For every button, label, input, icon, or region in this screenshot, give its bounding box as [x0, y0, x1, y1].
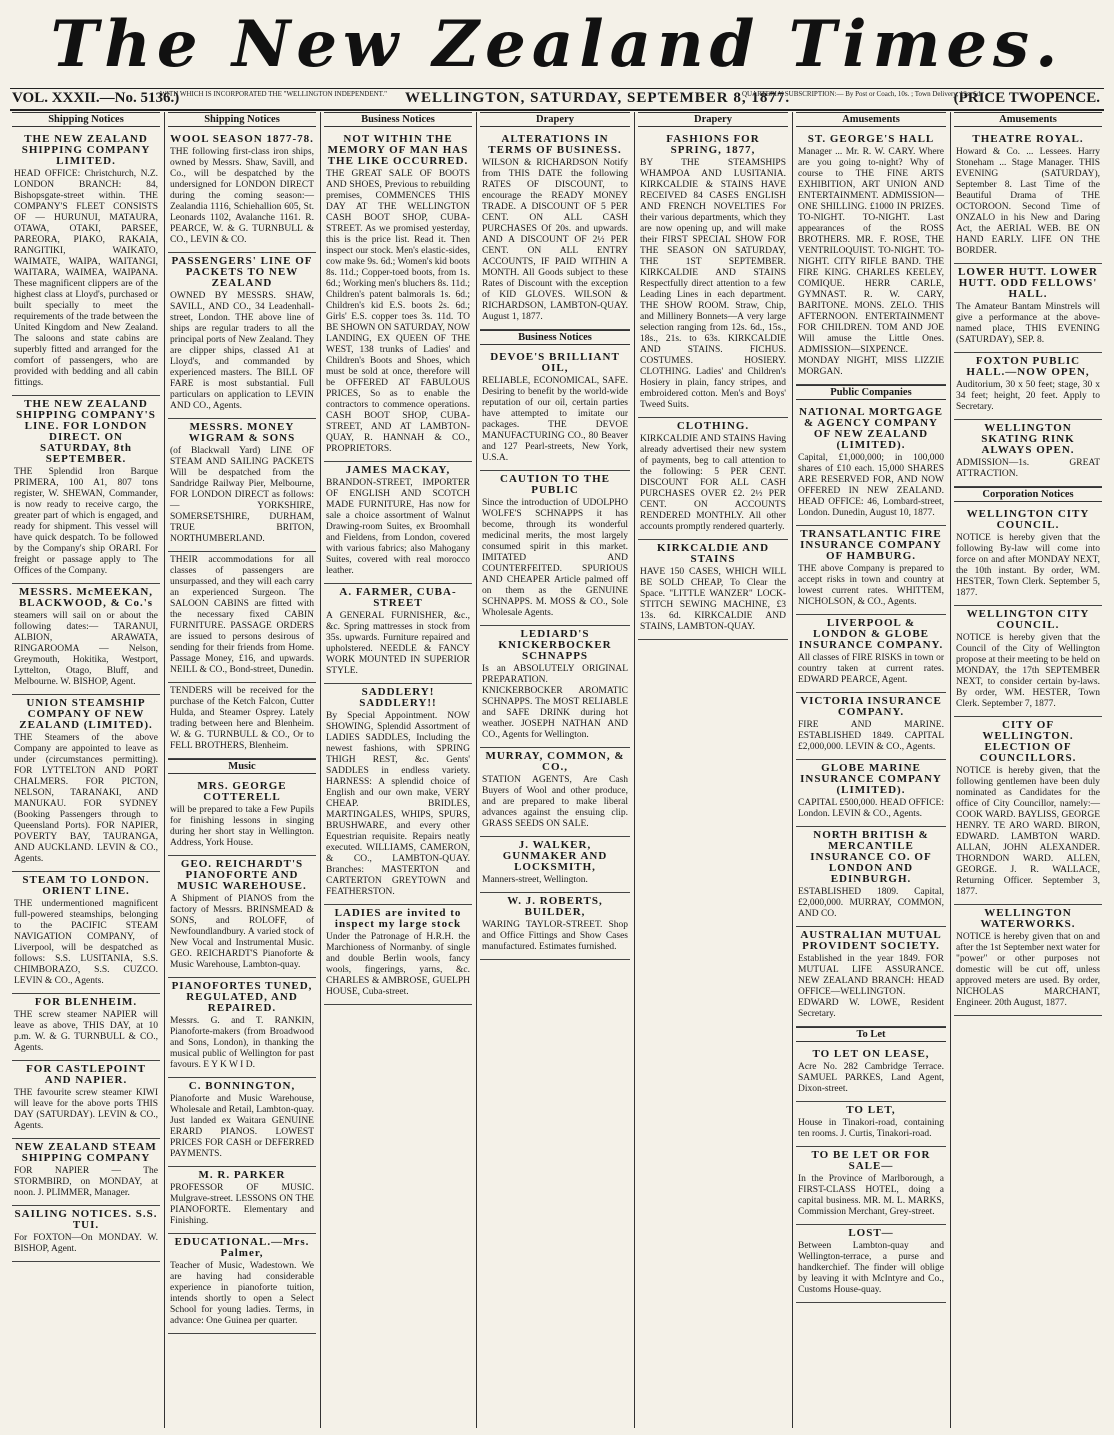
advertisement-title: JAMES MACKAY, [345, 464, 451, 476]
advertisement-body: KIRKCALDIE AND STAINS Having already advertised their new system of payments, beg to call attention to the following: 5 PER CENT. DISCOUNT FOR ALL CASH PURCHASES OVER £2. 2½ PER CENT. ON ACCOUNTS RENDERED MONTHLY. All other accounts promptly rendered quarterly. [640, 434, 786, 532]
advertisement-body: Acre No. 282 Cambridge Terrace. SAMUEL PARKES, Land Agent, Dixon-street. [798, 1062, 944, 1094]
advertisement-title: NATIONAL MORTGAGE & AGENCY COMPANY OF NEW ZEALAND (LIMITED). [799, 406, 943, 451]
advertisement-body: FIRE AND MARINE. ESTABLISHED 1849. CAPITAL £2,000,000. LEVIN & CO., Agents. [798, 720, 944, 752]
advertisement-body: WILSON & RICHARDSON Notify from THIS DATE the following RATES OF DISCOUNT, to encourage the READY MONEY TRADE. A DISCOUNT OF 5 PER CENT. ON ALL CASH PURCHASES Of 20s. and upwards. AND A DISCOUNT OF 2½ PER CENT. ON ALL ENTRY ACCOUNTS, IF PAID WITHIN A MONTH. All Goods subject to these Rates of Discount with the exception of KID GLOVES. WILSON & RICHARDSON, LAMBTON-QUAY. August 1, 1877. [482, 158, 628, 322]
advertisement-body: Is an ABSOLUTELY ORIGINAL PREPARATION. KNICKERBOCKER AROMATIC SCHNAPPS. The MOST RELIABLE and SAFE DRINK during hot weather. JOSEPH NATHAN AND CO., Agents for Wellington. [482, 664, 628, 740]
advertisement [168, 419, 316, 552]
advertisement-body: NOTICE is hereby given, that the following gentlemen have been duly nominated as Candidates for the office of City Councillor, namely:— COOK WARD. BAYLISS, GEORGE HENRY. TE ARO WARD. BIRON, EDWARD. LAMBTON WARD. ALLAN, JOHN ALEXANDER. THORNDON WARD. ALLEN, GEORGE. J. R. WALLACE, Returning Officer. September 3, 1877. [956, 766, 1100, 897]
advertisement [324, 462, 472, 584]
advertisement [954, 905, 1102, 1016]
advertisement-body: NOTICE is hereby given that the Council of the City of Wellington propose at their meeting to be held on MONDAY, the 17th SEPTEMBER NEXT, to consider certain by-laws. By order, WM. HESTER, Town Clerk. September 7, 1877. [956, 633, 1100, 709]
section-heading: To Let [796, 1027, 946, 1042]
dateline-bar [10, 88, 1104, 111]
advertisement-body: THE above Company is prepared to accept risks in town and country at lowest current rates. WHITTEM, NICHOLSON, & CO., Agents. [798, 564, 944, 607]
advertisement-body: OWNED BY MESSRS. SHAW, SAVILL, AND CO., 34 Leadenhall-street, London. THE above line of ships are regular traders to all the principal ports of New Zealand. They are clipper ships, classed A1 at Lloyd's, and commanded by experienced masters. The BILL OF FARE is most substantial. Full particulars on application to LEVIN AND CO., Agents. [170, 291, 314, 411]
advertisement-body: ADMISSION—1s. GREAT ATTRACTION. [956, 458, 1100, 479]
advertisement-title: WELLINGTON WATERWORKS. [980, 907, 1076, 930]
advertisement-body: NOTICE is hereby given that on and after the 1st September next water for "power" or other purposes not domestic will be cut off, unless approved meters are used. By order, NICHOLAS MARCHANT, Engineer. 20th August, 1877. [956, 932, 1100, 1008]
advertisement-body: A Shipment of PIANOS from the factory of Messrs. BRINSMEAD & SONS, and ROLOFF, of Newfoundlandbury. A varied stock of New Vocal and Instrumental Music. GEO. REICHARDT'S Pianoforte & Music Warehouse, Lambton-quay. [170, 894, 314, 970]
advertisement-title: PIANOFORTES TUNED, REGULATED, AND REPAIRED. [171, 980, 313, 1014]
advertisement-title: PASSENGERS' LINE OF PACKETS TO NEW ZEALAND [171, 255, 313, 289]
section-heading: Corporation Notices [954, 487, 1102, 502]
advertisement [480, 349, 630, 471]
advertisement [796, 404, 946, 526]
advertisement-body: Manager ... Mr. R. W. CARY. Where are you going to-night? Why of course to THE FINE ARTS EXHIBITION, ART UNION AND ENTERTAINMENT. ADMISSION—ONE SHILLING. £1000 IN PRIZES. TO-NIGHT. TO-NIGHT. Last appearances of the ROSS BROTHERS. MR. F. ROSE, THE VENTRILOQUIST. TO-NIGHT. TO-NIGHT. CITY RIFLE BAND. THE FIRE KING. CHARLES KEELEY, COMIQUE. HERR CARLE, GYMNAST. R. W. CARY, BARITONE. MONS. ZELO. THIS AFTERNOON. ENTERTAINMENT FOR CHILDREN. TOM AND JOE Will amuse the Little Ones. ADMISSION—SIXPENCE. MONDAY NIGHT, MISS LIZZIE MORGAN. [798, 147, 944, 377]
advertisement-title: C. BONNINGTON, [188, 1080, 296, 1092]
advertisement [638, 131, 788, 418]
advertisement [638, 418, 788, 540]
column-6-amusements-companies [796, 112, 946, 1428]
advertisement-body: BY THE STEAMSHIPS WHAMPOA AND LUSITANIA. KIRKCALDIE & STAINS HAVE RECEIVED 84 CASES ENGLISH AND FRENCH NOVELTIES For their various departments, which they are now opening up, and will make their FIRST SPECIAL SHOW FOR THE SEASON ON SATURDAY, THE 1ST SEPTEMBER. KIRKCALDIE AND STAINS Respectfully direct attention to a few Leading Lines in each department. THE SHOW ROOM. Straw, Chip, and Millinery Bonnets—A very large selection ranging from 12s. 6d., 15s., 18s., 21s. to 63s. KIRKCALDIE AND STAINS. FICHUS. COSTUMES. HOSIERY. CLOTHING. Ladies' and Children's Hosiery in plain, fancy stripes, and embroidered cotton. Men's and Boys' Tweed Suits. [640, 158, 786, 410]
section-heading: Drapery [480, 112, 630, 127]
advertisement-body: THE favourite screw steamer KIWI will leave for the above ports THIS DAY (SATURDAY). LEVIN & CO., Agents. [14, 1088, 158, 1131]
advertisement [796, 693, 946, 760]
advertisement-body: A GENERAL FURNISHER, &c., &c. Spring mattresses in stock from 35s. upwards. Furniture repaired and upholstered. NEEDLE & FANCY WORK MOUNTED IN SUPERIOR STYLE. [326, 611, 470, 676]
advertisement-body: THEIR accommodations for all classes of passengers are unsurpassed, and they will each carry an experienced Surgeon. The SALOON CABINS are fitted with the necessary fixed CABIN FURNITURE. PASSAGE ORDERS are issued to persons desirous of sending for their friends from Home. Passage Money, £16, and upwards. NEILL & CO., Bond-street, Dunedin. [170, 555, 314, 675]
advertisement [324, 584, 472, 684]
advertisement-body: Teacher of Music, Wadestown. We are having had considerable experience in pianoforte tuition, intends shortly to open a Select School for young ladies. Terms, in advance: One Guinea per quarter. [170, 1261, 314, 1326]
advertisement [480, 893, 630, 960]
advertisement [796, 927, 946, 1027]
advertisement-title: FOXTON PUBLIC HALL.—NOW OPEN, [966, 355, 1090, 378]
section-heading: Shipping Notices [12, 112, 160, 127]
advertisement [168, 856, 316, 978]
column-3-business [324, 112, 472, 1428]
advertisement-title: M. R. PARKER [198, 1169, 286, 1181]
advertisement-title: ST. GEORGE'S HALL [807, 133, 935, 145]
advertisement-title: AUSTRALIAN MUTUAL PROVIDENT SOCIETY. [800, 929, 942, 952]
advertisement [480, 837, 630, 893]
advertisement-title: MESSRS. McMEEKAN, BLACKWOOD, & Co.'s [18, 586, 154, 609]
advertisement-title: GEO. REICHARDT'S PIANOFORTE AND MUSIC WAREHOUSE. [177, 858, 307, 892]
advertisement-title: THE NEW ZEALAND SHIPPING COMPANY'S LINE. FOR LONDON DIRECT. ON SATURDAY, 8th SEPTEMBER. [16, 398, 156, 465]
advertisement [168, 978, 316, 1078]
advertisement [480, 748, 630, 837]
advertisement-title: WELLINGTON CITY COUNCIL. [966, 508, 1090, 531]
advertisement [168, 1234, 316, 1334]
advertisement-body: The Amateur Bantam Minstrels will give a performance at the above-named place, THIS EVENING (SATURDAY), SEP. 8. [956, 302, 1100, 345]
section-heading: Business Notices [324, 112, 472, 127]
advertisement [168, 131, 316, 253]
advertisement-title: J. WALKER, GUNMAKER AND LOCKSMITH, [502, 839, 608, 873]
dateline-date: WELLINGTON, SATURDAY, SEPTEMBER 8, 1877. [405, 90, 791, 106]
advertisement-title: WELLINGTON CITY COUNCIL. [966, 608, 1090, 631]
advertisement-body: THE Splendid Iron Barque PRIMERA, 100 A1, 807 tons register, W. SHEWAN, Commander, is now ready to receive cargo, the greater part of which is engaged, and ready for shipment. This vessel will have quick despatch. To be followed by the Company's ship ORARI. For freight or passage apply to The Offices of the Company. [14, 467, 158, 576]
advertisement-body: HAVE 150 CASES, WHICH WILL BE SOLD CHEAP, To Clear the Space. "LITTLE WANZER" LOCK-STITCH SEWING MACHINE, £3 13s. 6d. KIRKCALDIE AND STAINS, LAMBTON-QUAY. [640, 567, 786, 632]
advertisement [168, 683, 316, 759]
advertisement [12, 1206, 160, 1262]
advertisement-body: HEAD OFFICE: Christchurch, N.Z. LONDON BRANCH: 84, Bishopsgate-street within. THE COMPANY'S FLEET CONSISTS OF — HURUNUI, MATAURA, OTAWA, OTAKI, PARSEE, PAREORA, PIAKO, RAKAIA, RANGITIKI, WAIKATO, WAIMATE, WAIPA, WAITANGI, WAITARA, WAIMEA, WAIPANA. These magnificent clippers are of the highest class at Lloyd's, purchased or built specially to meet the requirements of the trade between the United Kingdom and New Zealand. The saloons and state cabins are superbly fitted and arranged for the comfort of passengers, who are provided with bedding and all cabin fittings. [14, 169, 158, 388]
advertisement-body: will be prepared to take a Few Pupils for finishing lessons in singing during her short stay in Wellington. Address, York House. [170, 805, 314, 848]
advertisement [12, 131, 160, 396]
advertisement-body: NOTICE is hereby given that the following By-law will come into force on and after MONDAY NEXT, the 10th instant. By order, WM. HESTER, Town Clerk. September 5, 1877. [956, 533, 1100, 598]
advertisement-body: Messrs. G. and T. RANKIN, Pianoforte-makers (from Broadwood and Sons, London), in thanking the musical public of Wellington for past favours. E Y K W I D. [170, 1016, 314, 1070]
advertisement-body: BRANDON-STREET, IMPORTER OF ENGLISH AND SCOTCH MADE FURNITURE, Has now for sale a choice assortment of Walnut Drawing-room Suites, ex Broomhall and Fieldens, from London, covered with various fabrics; also Mahogany Suites, covered with real morocco leather. [326, 478, 470, 576]
advertisement-title: KIRKCALDIE AND STAINS [656, 542, 770, 565]
advertisement [12, 1139, 160, 1206]
column-2-shipping-music [168, 112, 316, 1428]
advertisement-title: DEVOE'S BRILLIANT OIL, [490, 351, 620, 374]
advertisement-title: STEAM TO LONDON. ORIENT LINE. [22, 874, 150, 897]
advertisement [480, 471, 630, 626]
advertisement-title: MESSRS. MONEY WIGRAM & SONS [188, 421, 296, 444]
advertisement-body: Since the introduction of UDOLPHO WOLFE'S SCHNAPPS it has become, through its wonderful medicinal merits, the most largely consumed spirit in this market. IMITATED AND COUNTERFEITED. SPURIOUS AND CHEAPER Article palmed off on them as the GENUINE SCHNAPPS. M. MOSS & CO., Sole Wholesale Agents. [482, 498, 628, 618]
column-rule [634, 112, 635, 1428]
advertisement-title: CITY OF WELLINGTON. ELECTION OF COUNCILLORS. [979, 719, 1077, 764]
advertisement [954, 353, 1102, 420]
advertisement-title: CLOTHING. [676, 420, 750, 432]
masthead-title: The New Zealand Times. [50, 7, 1064, 82]
advertisement-body: THE undermentioned magnificent full-powered steamships, belonging to the PACIFIC STEAM NAVIGATION COMPANY, of Liverpool, will be despatched as follows: S.S. LUSITANIA, S.S. CHIMBORAZO, S.S. CUZCO. LEVIN & CO., Agents. [14, 899, 158, 986]
advertisement [12, 994, 160, 1061]
advertisement-title: GLOBE MARINE INSURANCE COMPANY (LIMITED). [800, 762, 942, 796]
advertisement-title: NEW ZEALAND STEAM SHIPPING COMPANY [15, 1141, 157, 1164]
advertisement-title: THEATRE ROYAL. [972, 133, 1084, 145]
advertisement-title: FOR CASTLEPOINT AND NAPIER. [26, 1063, 146, 1086]
advertisement [12, 1061, 160, 1139]
advertisement-body: steamers will sail on or about the following dates:— TARANUI, ALBION, ARAWATA, RINGAROOMA — Nelson, Greymouth, Hokitika, Westport, Lyttelton, Otago, Bluff, and Melbourne. W. BISHOP, Agent. [14, 611, 158, 687]
advertisement-title: SADDLERY! SADDLERY!! [359, 686, 437, 709]
advertisement-title: LOWER HUTT. LOWER HUTT. ODD FELLOWS' HALL. [958, 266, 1098, 300]
column-rule [320, 112, 321, 1428]
advertisement-body: THE Steamers of the above Company are appointed to leave as under (circumstances permitting). FOR LYTTELTON AND PORT CHALMERS. FOR PICTON, NELSON, TARANAKI, AND MANUKAU. FOR SYDNEY (Booking Passengers through to Queensland Ports). FOR NAPIER, POVERTY BAY, TAURANGA, AND AUCKLAND. LEVIN & CO., Agents. [14, 733, 158, 864]
advertisement [796, 1225, 946, 1303]
advertisement [954, 420, 1102, 487]
advertisement-body: Pianoforte and Music Warehouse, Wholesale and Retail, Lambton-quay. Just landed ex Waitara GENUINE ERARD PIANOS. LOWEST PRICES FOR CASH or DEFERRED PAYMENTS. [170, 1094, 314, 1159]
advertisement [12, 584, 160, 695]
advertisement-body: CAPITAL £500,000. HEAD OFFICE: London. LEVIN & CO., Agents. [798, 798, 944, 819]
advertisement-body: Manners-street, Wellington. [482, 875, 588, 885]
advertisement [796, 615, 946, 693]
section-heading: Shipping Notices [168, 112, 316, 127]
advertisement-title: LADIES are invited to inspect my large stock [334, 907, 462, 930]
advertisement-title: TO LET, [846, 1104, 896, 1116]
advertisement-title: WOOL SEASON 1877-78. [170, 133, 314, 145]
advertisement-body: In the Province of Marlborough, a FIRST-CLASS HOTEL, doing a capital business. MR. M. L. MARKS, Commission Merchant, Grey-street. [798, 1174, 944, 1217]
advertisement-title: THE NEW ZEALAND SHIPPING COMPANY LIMITED. [21, 133, 151, 167]
column-rule [476, 112, 477, 1428]
advertisement-body: Under the Patronage of H.R.H. the Marchioness of Normanby. of single and double Berlin wools, fancy wools, fingerings, yarns, &c. CHARLES & AMBROSE, GUELPH HOUSE, Cuba-street. [326, 932, 470, 997]
advertisement-body: Capital, £1,000,000; in 100,000 shares of £10 each. 15,000 SHARES ARE RESERVED FOR, AND NOW OFFERED IN NEW ZEALAND. HEAD OFFICE: 46, Lombard-street, London. Dunedin, August 10, 1877. [798, 453, 944, 518]
advertisement [168, 253, 316, 419]
advertisement-title: LOST— [848, 1227, 894, 1239]
advertisement [954, 264, 1102, 353]
advertisement [638, 540, 788, 640]
advertisement-body: Between Lambton-quay and Wellington-terrace, a purse and handkerchief. The finder will oblige by leaving it with McIntyre and Co., Customs House-quay. [798, 1241, 944, 1295]
advertisement-body: ESTABLISHED 1809. Capital, £2,000,000. MURRAY, COMMON, AND CO. [798, 887, 944, 919]
advertisement [12, 396, 160, 584]
column-1-shipping [12, 112, 160, 1428]
subscription-note: QUARTERLY SUBSCRIPTION:— By Post or Coach, 10s. ; Town Delivery, 12s. 6d. [742, 90, 982, 98]
advertisement-title: NORTH BRITISH & MERCANTILE INSURANCE CO. OF LONDON AND EDINBURGH. [810, 829, 932, 885]
advertisement-title: FOR BLENHEIM. [34, 996, 138, 1008]
advertisement-body: FOR NAPIER — The STORMBIRD, on MONDAY, at noon. J. PLIMMER, Manager. [14, 1166, 158, 1198]
advertisement-body: RELIABLE, ECONOMICAL, SAFE. Desiring to benefit by the world-wide reputation of our oil, certain parties have attempted to imitate our packages. THE DEVOE MANUFACTURING CO., 80 Beaver and 127 Pearl-streets, New York, U.S.A. [482, 376, 628, 463]
column-rule [792, 112, 793, 1428]
section-heading: Amusements [796, 112, 946, 127]
advertisement-title: MRS. GEORGE COTTERELL [197, 780, 287, 803]
advertisement-body: Established in the year 1849. FOR MUTUAL LIFE ASSURANCE. NEW ZEALAND BRANCH: HEAD OFFICE—WELLINGTON. EDWARD W. LOWE, Resident Secretary. [798, 954, 944, 1019]
advertisement [796, 760, 946, 827]
advertisement-title: W. J. ROBERTS, BUILDER, [507, 895, 603, 918]
advertisement [954, 506, 1102, 606]
advertisement-body: TENDERS will be received for the purchase of the Ketch Falcon, Cutter Hulda, and Steamer Osprey. Lately trading between here and Blenheim. W. & G. TURNBULL & CO., Or to FELL BROTHERS, Blenheim. [170, 686, 314, 751]
advertisement-title: TO LET ON LEASE, [812, 1048, 930, 1060]
column-7-amusements-corporation [954, 112, 1102, 1428]
section-heading: Music [168, 759, 316, 774]
advertisement [168, 1167, 316, 1234]
advertisement [954, 131, 1102, 264]
section-heading: Drapery [638, 112, 788, 127]
advertisement-title: VICTORIA INSURANCE COMPANY. [800, 695, 942, 718]
advertisement [796, 1046, 946, 1102]
column-4-drapery [480, 112, 630, 1428]
advertisement [12, 695, 160, 872]
advertisement-title: FASHIONS FOR SPRING, 1877, [666, 133, 760, 156]
column-5-drapery [638, 112, 788, 1428]
advertisement [168, 1078, 316, 1167]
advertisement-body: For FOXTON—On MONDAY. W. BISHOP, Agent. [14, 1233, 158, 1254]
advertisement [796, 131, 946, 385]
incorporated-note: WITH WHICH IS INCORPORATED THE "WELLINGTON INDEPENDENT." [160, 90, 388, 98]
advertisement-title: TO BE LET OR FOR SALE— [811, 1149, 931, 1172]
column-rule [164, 112, 165, 1428]
advertisement-title: LEDIARD'S KNICKERBOCKER SCHNAPPS [498, 628, 612, 662]
advertisement-body: All classes of FIRE RISKS in town or country taken at current rates. EDWARD PEARCE, Agent. [798, 653, 944, 685]
advertisement [796, 1102, 946, 1147]
section-heading: Public Companies [796, 385, 946, 400]
advertisement [796, 827, 946, 927]
advertisement [796, 526, 946, 615]
advertisement-title: WELLINGTON SKATING RINK ALWAYS OPEN. [981, 422, 1075, 456]
advertisement-title: TRANSATLANTIC FIRE INSURANCE COMPANY OF HAMBURG. [800, 528, 942, 562]
advertisement-body: THE following first-class iron ships, owned by Messrs. Shaw, Savill, and Co., will be despatched by the undersigned for LONDON DIRECT during the coming season:— Zealandia 1116, Schiehallion 605, St. Leonards 1102, Avalanche 1161. R. PEARCE, W. & G. TURNBULL & CO., LEVIN & CO. [170, 147, 314, 245]
section-heading: Amusements [954, 112, 1102, 127]
advertisement [168, 778, 316, 856]
advertisement [168, 552, 316, 683]
advertisement-body: THE screw steamer NAPIER will leave as above, THIS DAY, at 10 p.m. W. & G. TURNBULL & CO., Agents. [14, 1010, 158, 1053]
advertisement [796, 1147, 946, 1225]
advertisement-body: (of Blackwall Yard) LINE OF STEAM AND SAILING PACKETS Will be despatched from the Sandridge Railway Pier, Melbourne, FOR LONDON DIRECT as follows:— YORKSHIRE, SOMERSETSHIRE, DURHAM, TRUE BRITON, NORTHUMBERLAND. [170, 446, 314, 544]
advertisement-body: Howard & Co. ... Lessees. Harry Stoneham ... Stage Manager. THIS EVENING (SATURDAY), September 8. Last Time of the Beautiful Drama of THE OCTOROON. Second Time of ONZALO in his New and Daring Act, the AERIAL WEB. BE ON HAND EARLY. LIFE ON THE BORDER. [956, 147, 1100, 256]
advertisement [324, 905, 472, 1005]
advertisement-title: UNION STEAMSHIP COMPANY OF NEW ZEALAND (LIMITED). [19, 697, 153, 731]
advertisement-body: STATION AGENTS, Are Cash Buyers of Wool and other produce, and are prepared to make liberal advances against the ensuing clip. GRASS SEEDS ON SALE. [482, 775, 628, 829]
advertisement [12, 872, 160, 994]
advertisement-body: WARING TAYLOR-STREET. Shop and Office Fittings and Show Cases manufactured. Estimates furnished. [482, 920, 628, 952]
column-rule [950, 112, 951, 1428]
volume-number: VOL. XXXII.—No. 5136.) [12, 90, 180, 106]
section-heading: Business Notices [480, 330, 630, 345]
price: (PRICE TWOPENCE. [953, 90, 1100, 106]
advertisement-title: LIVERPOOL & LONDON & GLOBE INSURANCE COMPANY. [798, 617, 944, 651]
advertisement [480, 626, 630, 748]
advertisement [324, 131, 472, 462]
advertisement-title: MURRAY, COMMON, & CO., [485, 750, 625, 773]
advertisement [324, 684, 472, 905]
advertisement-body: Auditorium, 30 x 50 feet; stage, 30 x 34 feet; height, 20 feet. Apply to Secretary. [956, 380, 1100, 412]
advertisement-title: NOT WITHIN THE MEMORY OF MAN HAS THE LIKE OCCURRED. [327, 133, 469, 167]
advertisement-title: EDUCATIONAL.—Mrs. Palmer, [174, 1236, 310, 1259]
advertisement-title: SAILING NOTICES. S.S. TUI. [14, 1208, 158, 1231]
advertisement [954, 717, 1102, 905]
advertisement-body: House in Tinakori-road, containing ten rooms. J. Curtis, Tinakori-road. [798, 1118, 944, 1139]
advertisement-body: By Special Appointment. NOW SHOWING, Splendid Assortment of LADIES SADDLES, Including the newest fashions, with SPRING THIGH REST, &c. Gents' SADDLES in endless variety. HARNESS: A splendid choice of English and our own make, VERY CHEAP. BRIDLES, MARTINGALES, WHIPS, SPURS, BRUSHWARE, and every other Equestrian requisite. Repairs neatly executed. WILLIAMS, CAMERON, & CO., LAMBTON-QUAY. Branches: MASTERTON and CARTERTON GREYTOWN and FEATHERSTON. [326, 711, 470, 897]
advertisement-body: PROFESSOR OF MUSIC. Mulgrave-street. LESSONS ON THE PIANOFORTE. Elementary and Finishing. [170, 1183, 314, 1226]
advertisement [954, 606, 1102, 717]
advertisement-title: ALTERATIONS IN TERMS OF BUSINESS. [488, 133, 622, 156]
advertisement-title: A. FARMER, CUBA-STREET [339, 586, 457, 609]
advertisement-body: THE GREAT SALE OF BOOTS AND SHOES, Previous to rebuilding premises, COMMENCES THIS DAY AT THE WELLINGTON CASH BOOT SHOP, CUBA-STREET. As we promised yesterday, this is the price list. Read it. Then inspect our stock. Men's elastic-sides, cow make 9s. 6d.; Women's kid boots 8s. 11d.; Copper-toed boots, from 1s. 6d.; Working men's bluchers 8s. 11d.; Children's patent balmorals 1s. 6d.; Children's kid E.S. boots 2s. 6d.; Girls' E.S. copper toes 3s. 11d. TO BE SHOWN ON SATURDAY, NOW LANDING, EX QUEEN OF THE WEST, 138 trunks of Ladies' and Children's Boots and Shoes, which must be sold at once, therefore will be OFFERED AT FABULOUS PRICES, So as to enable the contractors to commence operations. CASH BOOT SHOP, CUBA-STREET, AND AT LAMBTON-QUAY, R. HANNAH & CO., PROPRIETORS. [326, 169, 470, 454]
advertisement-title: CAUTION TO THE PUBLIC [500, 473, 610, 496]
advertisement [480, 131, 630, 330]
